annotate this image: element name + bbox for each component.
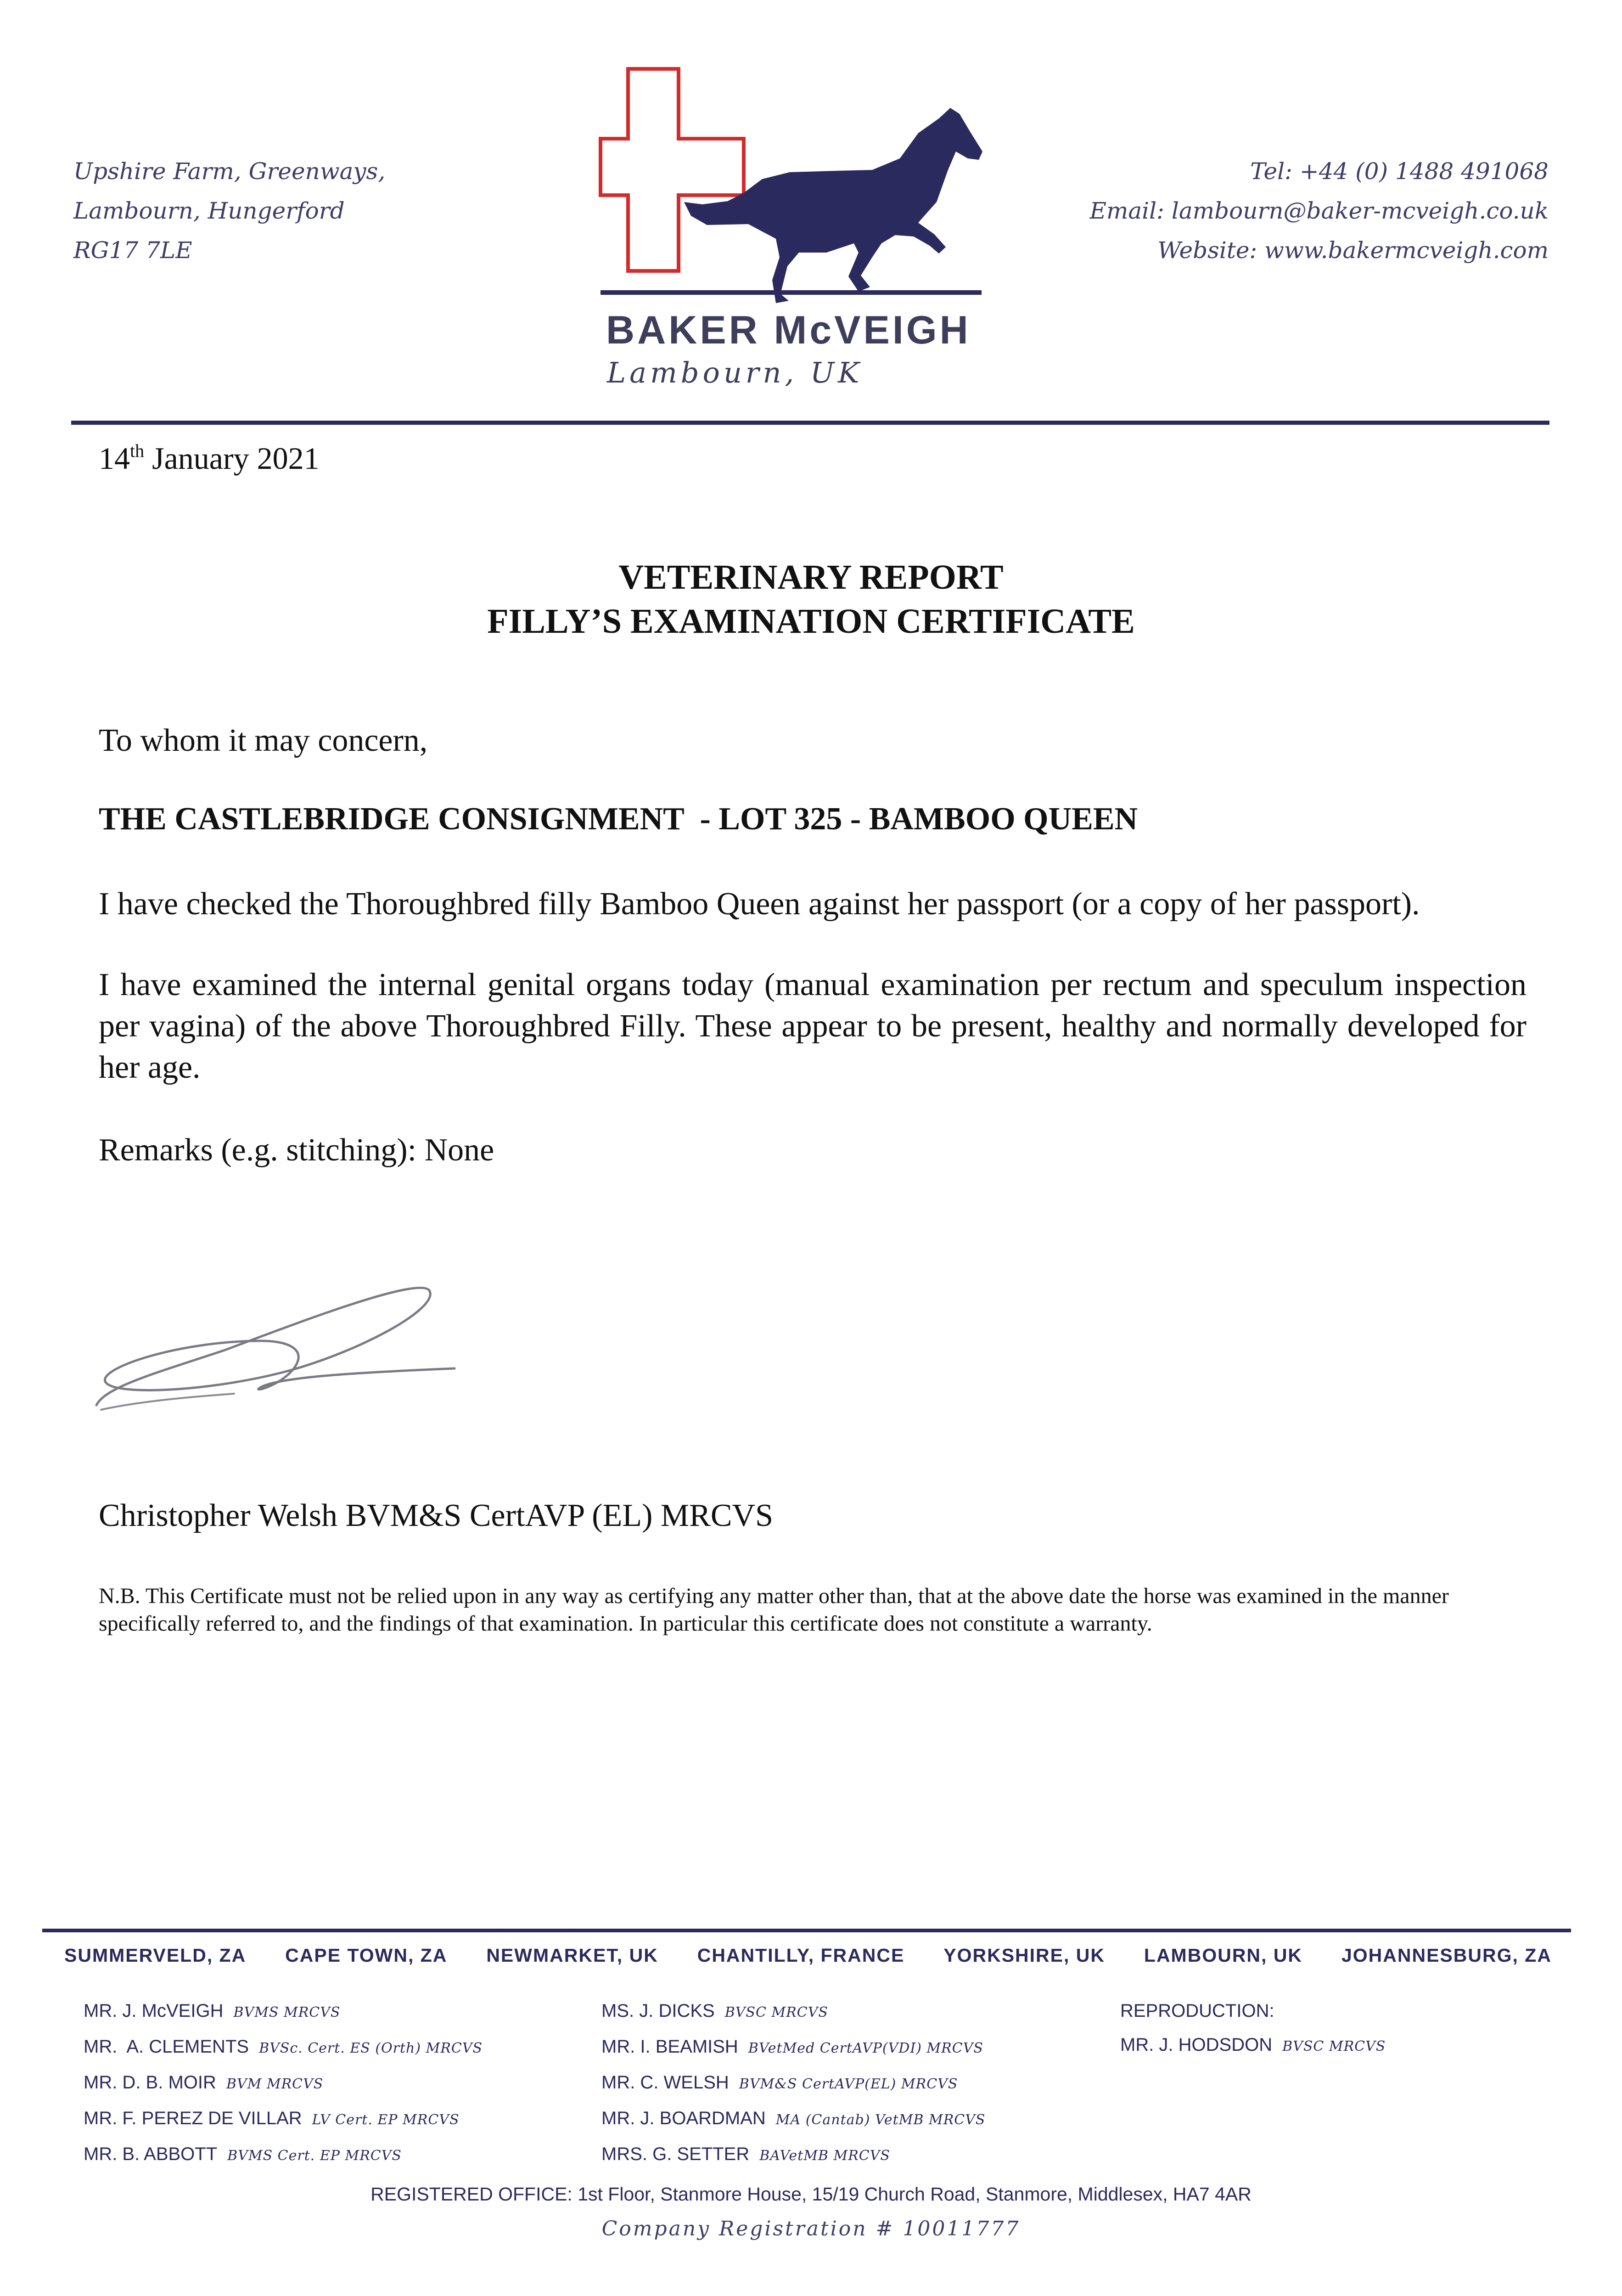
staff-member: MR. J. BOARDMAN MA (Cantab) VetMB MRCVS [601,2108,986,2128]
report-title: VETERINARY REPORT [618,558,1004,597]
location: NEWMARKET, UK [486,1945,658,1966]
address-line: Lambourn, Hungerford [73,197,345,224]
salutation: To whom it may concern, [99,723,428,758]
staff-member: MR. C. WELSH BVM&S CertAVP(EL) MRCVS [601,2072,958,2093]
location: YORKSHIRE, UK [943,1945,1105,1966]
location: JOHANNESBURG, ZA [1341,1945,1552,1966]
address-line: RG17 7LE [73,237,192,264]
staff-member: MR. F. PEREZ DE VILLAR LV Cert. EP MRCVS [84,2108,460,2128]
staff-member: MR. J. HODSDON BVSC MRCVS [1120,2035,1386,2055]
passport-check-paragraph: I have checked the Thoroughbred filly Bamboo Queen against her passport (or a copy of her passport). [99,886,1420,922]
staff-member: MRS. G. SETTER BAVetMB MRCVS [601,2144,890,2164]
staff-column [1120,1994,1386,2064]
disclaimer: N.B. This Certificate must not be relied upon in any way as certifying any matter other than, that at the above date the horse was examined in the manner specifically referred to, and the findings of that examination. In particular this certificate does not constitute a warranty. [99,1584,1449,1636]
reproduction-label: REPRODUCTION: [1120,2001,1274,2021]
office-locations [64,1945,1552,1966]
address-line: Upshire Farm, Greenways, [73,158,386,185]
phone-line: Tel: +44 (0) 1488 491068 [1250,158,1549,185]
location: LAMBOURN, UK [1144,1945,1303,1966]
staff-member: MS. J. DICKS BVSC MRCVS [601,2001,828,2021]
brand-place: Lambourn, UK [607,356,863,389]
company-registration: Company Registration # 10011777 [601,2217,1021,2240]
staff-member: MR. J. McVEIGH BVMS MRCVS [84,2001,341,2021]
staff-column [601,1994,985,2173]
location: CHANTILLY, FRANCE [697,1945,905,1966]
report-date: 14th January 2021 [99,440,320,476]
staff-member: MR. B. ABBOTT BVMS Cert. EP MRCVS [84,2144,402,2164]
staff-member: MR. D. B. MOIR BVM MRCVS [84,2072,324,2093]
brand-name: BAKER McVEIGH [606,308,971,352]
signatory-name: Christopher Welsh BVM&S CertAVP (EL) MRCVS [99,1498,774,1533]
website-line: Website: www.bakermcveigh.com [1157,237,1549,264]
email-line: Email: lambourn@baker-mcveigh.co.uk [1089,197,1549,224]
header-divider [71,421,1549,425]
signature [87,1235,464,1428]
staff-column [84,1994,483,2173]
remarks: Remarks (e.g. stitching): None [99,1132,494,1168]
location: SUMMERVELD, ZA [64,1945,247,1966]
report-subtitle: FILLY’S EXAMINATION CERTIFICATE [487,602,1135,641]
location: CAPE TOWN, ZA [285,1945,448,1966]
footer-divider [42,1929,1571,1932]
logo-rule [601,290,982,295]
lot-heading: THE CASTLEBRIDGE CONSIGNMENT - LOT 325 - BAMBOO QUEEN [99,801,1138,837]
registered-office: REGISTERED OFFICE: 1st Floor, Stanmore House, 15/19 Church Road, Stanmore, Middlesex, HA7 4AR [370,2183,1252,2205]
cross-icon [601,69,744,271]
examination-paragraph: I have examined the internal genital organs today (manual examination per rectum and speculum inspection per vagina) of the above Thoroughbred Filly. These appear to be present, healthy and normally developed for her age. [99,967,1527,1085]
address-block [73,152,385,270]
contact-block [1089,152,1549,270]
staff-member: MR. I. BEAMISH BVetMed CertAVP(VDI) MRCVS [601,2037,983,2057]
staff-member: MR. A. CLEMENTS BVSc. Cert. ES (Orth) MRCVS [84,2037,483,2057]
